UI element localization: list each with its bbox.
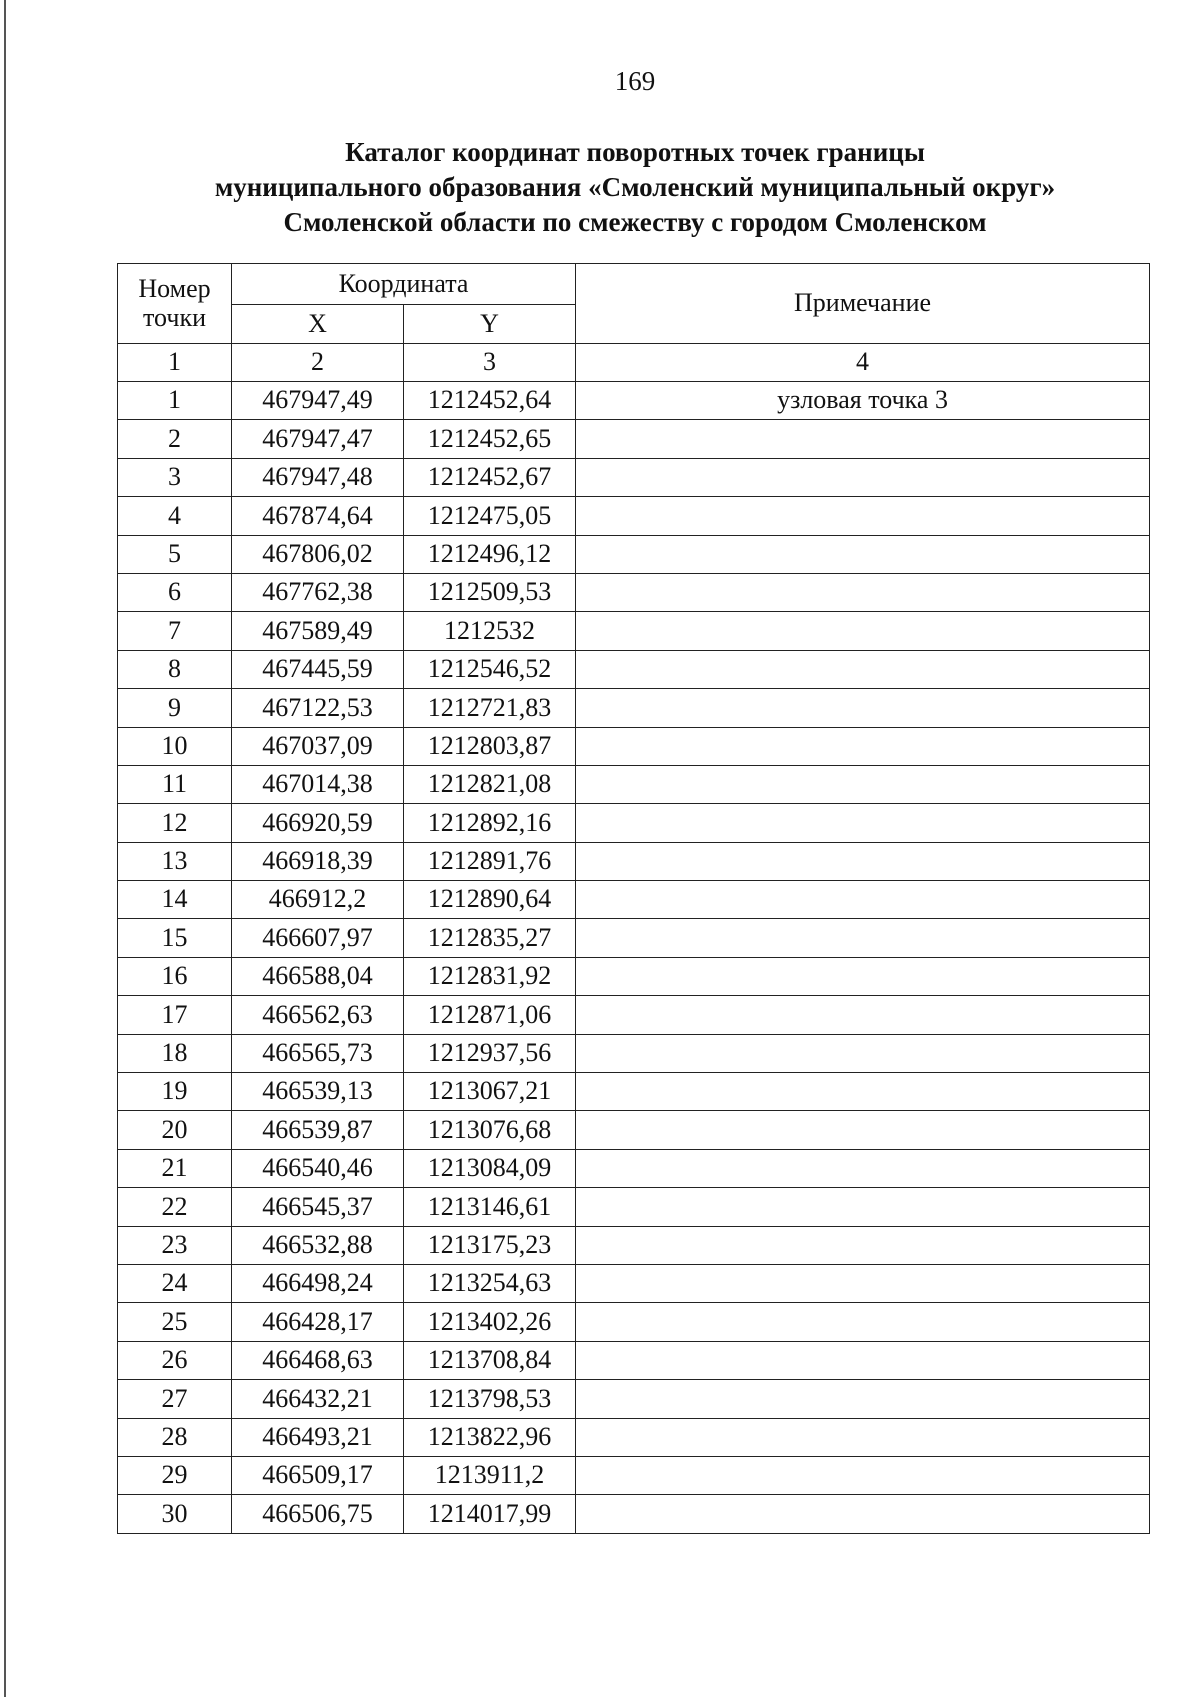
note-cell (576, 1380, 1150, 1418)
table-body (118, 382, 1150, 1534)
y-coordinate-cell: 1213076,68 (404, 1111, 576, 1149)
note-cell (576, 1149, 1150, 1187)
point-number-cell: 2 (118, 420, 232, 458)
point-number-cell: 29 (118, 1456, 232, 1494)
y-coordinate-cell: 1212803,87 (404, 727, 576, 765)
y-coordinate-cell: 1212452,65 (404, 420, 576, 458)
x-coordinate-cell: 467874,64 (232, 497, 404, 535)
point-number-cell: 3 (118, 458, 232, 496)
note-cell (576, 765, 1150, 803)
note-cell (576, 573, 1150, 611)
table-row (118, 1111, 1150, 1149)
x-coordinate-cell: 466565,73 (232, 1034, 404, 1072)
x-coordinate-cell: 467947,47 (232, 420, 404, 458)
note-cell (576, 1073, 1150, 1111)
x-coordinate-cell: 466432,21 (232, 1380, 404, 1418)
point-number-cell: 6 (118, 573, 232, 611)
note-cell (576, 497, 1150, 535)
x-coordinate-cell: 466545,37 (232, 1188, 404, 1226)
table-row (118, 1495, 1150, 1533)
header-coordinate: Координата (232, 264, 576, 305)
note-cell (576, 612, 1150, 650)
point-number-cell: 16 (118, 957, 232, 995)
table-row (118, 727, 1150, 765)
x-coordinate-cell: 466509,17 (232, 1456, 404, 1494)
table-row (118, 919, 1150, 957)
point-number-cell: 14 (118, 881, 232, 919)
note-cell (576, 1226, 1150, 1264)
point-number-cell: 25 (118, 1303, 232, 1341)
note-cell (576, 1264, 1150, 1302)
title-line-3: Смоленской области по смежеству с городом Смоленском (283, 207, 987, 237)
table-row (118, 458, 1150, 496)
x-coordinate-cell: 467445,59 (232, 650, 404, 688)
note-cell (576, 957, 1150, 995)
x-coordinate-cell: 467762,38 (232, 573, 404, 611)
table-row (118, 650, 1150, 688)
table-row (118, 1226, 1150, 1264)
y-coordinate-cell: 1212496,12 (404, 535, 576, 573)
table-row (118, 1073, 1150, 1111)
table-row (118, 1380, 1150, 1418)
x-coordinate-cell: 466532,88 (232, 1226, 404, 1264)
table-row (118, 1034, 1150, 1072)
header-x: X (232, 305, 404, 344)
note-cell (576, 1034, 1150, 1072)
header-note: Примечание (576, 264, 1150, 344)
column-number-3: 3 (404, 344, 576, 382)
y-coordinate-cell: 1213911,2 (404, 1456, 576, 1494)
y-coordinate-cell: 1213822,96 (404, 1418, 576, 1456)
table-row (118, 1188, 1150, 1226)
header-y: Y (404, 305, 576, 344)
y-coordinate-cell: 1212821,08 (404, 765, 576, 803)
x-coordinate-cell: 466468,63 (232, 1341, 404, 1379)
x-coordinate-cell: 466428,17 (232, 1303, 404, 1341)
y-coordinate-cell: 1212835,27 (404, 919, 576, 957)
y-coordinate-cell: 1212532 (404, 612, 576, 650)
note-cell (576, 1341, 1150, 1379)
note-cell (576, 804, 1150, 842)
point-number-cell: 28 (118, 1418, 232, 1456)
table-row (118, 765, 1150, 803)
note-cell (576, 1303, 1150, 1341)
y-coordinate-cell: 1213402,26 (404, 1303, 576, 1341)
point-number-cell: 21 (118, 1149, 232, 1187)
point-number-cell: 13 (118, 842, 232, 880)
y-coordinate-cell: 1213146,61 (404, 1188, 576, 1226)
y-coordinate-cell: 1213708,84 (404, 1341, 576, 1379)
y-coordinate-cell: 1213798,53 (404, 1380, 576, 1418)
point-number-cell: 8 (118, 650, 232, 688)
x-coordinate-cell: 467947,49 (232, 382, 404, 420)
note-cell (576, 1495, 1150, 1533)
x-coordinate-cell: 466607,97 (232, 919, 404, 957)
point-number-cell: 1 (118, 382, 232, 420)
y-coordinate-cell: 1213067,21 (404, 1073, 576, 1111)
y-coordinate-cell: 1212892,16 (404, 804, 576, 842)
x-coordinate-cell: 467014,38 (232, 765, 404, 803)
header-point-number: Номер точки (118, 264, 232, 344)
y-coordinate-cell: 1213084,09 (404, 1149, 576, 1187)
table-row (118, 689, 1150, 727)
note-cell (576, 1111, 1150, 1149)
x-coordinate-cell: 466539,13 (232, 1073, 404, 1111)
table-row (118, 1418, 1150, 1456)
point-number-cell: 4 (118, 497, 232, 535)
table-row (118, 573, 1150, 611)
table-row (118, 842, 1150, 880)
x-coordinate-cell: 466498,24 (232, 1264, 404, 1302)
document-title (0, 135, 1200, 240)
title-line-1: Каталог координат поворотных точек границы (345, 137, 925, 167)
table-row (118, 420, 1150, 458)
page-edge-line (4, 0, 6, 1697)
note-cell (576, 420, 1150, 458)
y-coordinate-cell: 1213175,23 (404, 1226, 576, 1264)
x-coordinate-cell: 467589,49 (232, 612, 404, 650)
y-coordinate-cell: 1212475,05 (404, 497, 576, 535)
x-coordinate-cell: 467947,48 (232, 458, 404, 496)
table-row (118, 1264, 1150, 1302)
x-coordinate-cell: 466920,59 (232, 804, 404, 842)
x-coordinate-cell: 467806,02 (232, 535, 404, 573)
note-cell: узловая точка 3 (576, 382, 1150, 420)
note-cell (576, 1456, 1150, 1494)
y-coordinate-cell: 1212546,52 (404, 650, 576, 688)
point-number-cell: 30 (118, 1495, 232, 1533)
note-cell (576, 1418, 1150, 1456)
note-cell (576, 842, 1150, 880)
point-number-cell: 23 (118, 1226, 232, 1264)
table-row (118, 1456, 1150, 1494)
y-coordinate-cell: 1214017,99 (404, 1495, 576, 1533)
x-coordinate-cell: 466588,04 (232, 957, 404, 995)
point-number-cell: 27 (118, 1380, 232, 1418)
note-cell (576, 689, 1150, 727)
table-row (118, 612, 1150, 650)
y-coordinate-cell: 1212721,83 (404, 689, 576, 727)
point-number-cell: 18 (118, 1034, 232, 1072)
y-coordinate-cell: 1212890,64 (404, 881, 576, 919)
note-cell (576, 919, 1150, 957)
column-number-4: 4 (576, 344, 1150, 382)
x-coordinate-cell: 467037,09 (232, 727, 404, 765)
note-cell (576, 650, 1150, 688)
point-number-cell: 9 (118, 689, 232, 727)
title-line-2: муниципального образования «Смоленский муниципальный округ» (214, 172, 1056, 202)
y-coordinate-cell: 1212509,53 (404, 573, 576, 611)
table-row (118, 804, 1150, 842)
y-coordinate-cell: 1212452,64 (404, 382, 576, 420)
note-cell (576, 881, 1150, 919)
table-row (118, 497, 1150, 535)
x-coordinate-cell: 466562,63 (232, 996, 404, 1034)
y-coordinate-cell: 1213254,63 (404, 1264, 576, 1302)
note-cell (576, 1188, 1150, 1226)
point-number-cell: 22 (118, 1188, 232, 1226)
table-row (118, 1303, 1150, 1341)
table-row (118, 957, 1150, 995)
point-number-cell: 26 (118, 1341, 232, 1379)
point-number-cell: 17 (118, 996, 232, 1034)
note-cell (576, 727, 1150, 765)
y-coordinate-cell: 1212452,67 (404, 458, 576, 496)
table-row (118, 881, 1150, 919)
table-row (118, 996, 1150, 1034)
coordinates-table (117, 263, 1150, 1534)
note-cell (576, 996, 1150, 1034)
point-number-cell: 7 (118, 612, 232, 650)
point-number-cell: 20 (118, 1111, 232, 1149)
x-coordinate-cell: 466493,21 (232, 1418, 404, 1456)
point-number-cell: 10 (118, 727, 232, 765)
x-coordinate-cell: 466506,75 (232, 1495, 404, 1533)
point-number-cell: 11 (118, 765, 232, 803)
point-number-cell: 19 (118, 1073, 232, 1111)
table-row (118, 382, 1150, 420)
x-coordinate-cell: 466540,46 (232, 1149, 404, 1187)
y-coordinate-cell: 1212871,06 (404, 996, 576, 1034)
x-coordinate-cell: 466918,39 (232, 842, 404, 880)
table-row (118, 535, 1150, 573)
column-number-2: 2 (232, 344, 404, 382)
table-row (118, 1341, 1150, 1379)
point-number-cell: 12 (118, 804, 232, 842)
x-coordinate-cell: 467122,53 (232, 689, 404, 727)
point-number-cell: 15 (118, 919, 232, 957)
x-coordinate-cell: 466539,87 (232, 1111, 404, 1149)
point-number-cell: 24 (118, 1264, 232, 1302)
y-coordinate-cell: 1212891,76 (404, 842, 576, 880)
column-number-1: 1 (118, 344, 232, 382)
point-number-cell: 5 (118, 535, 232, 573)
note-cell (576, 458, 1150, 496)
y-coordinate-cell: 1212831,92 (404, 957, 576, 995)
note-cell (576, 535, 1150, 573)
x-coordinate-cell: 466912,2 (232, 881, 404, 919)
page-number: 169 (614, 66, 656, 96)
y-coordinate-cell: 1212937,56 (404, 1034, 576, 1072)
table-row (118, 1149, 1150, 1187)
